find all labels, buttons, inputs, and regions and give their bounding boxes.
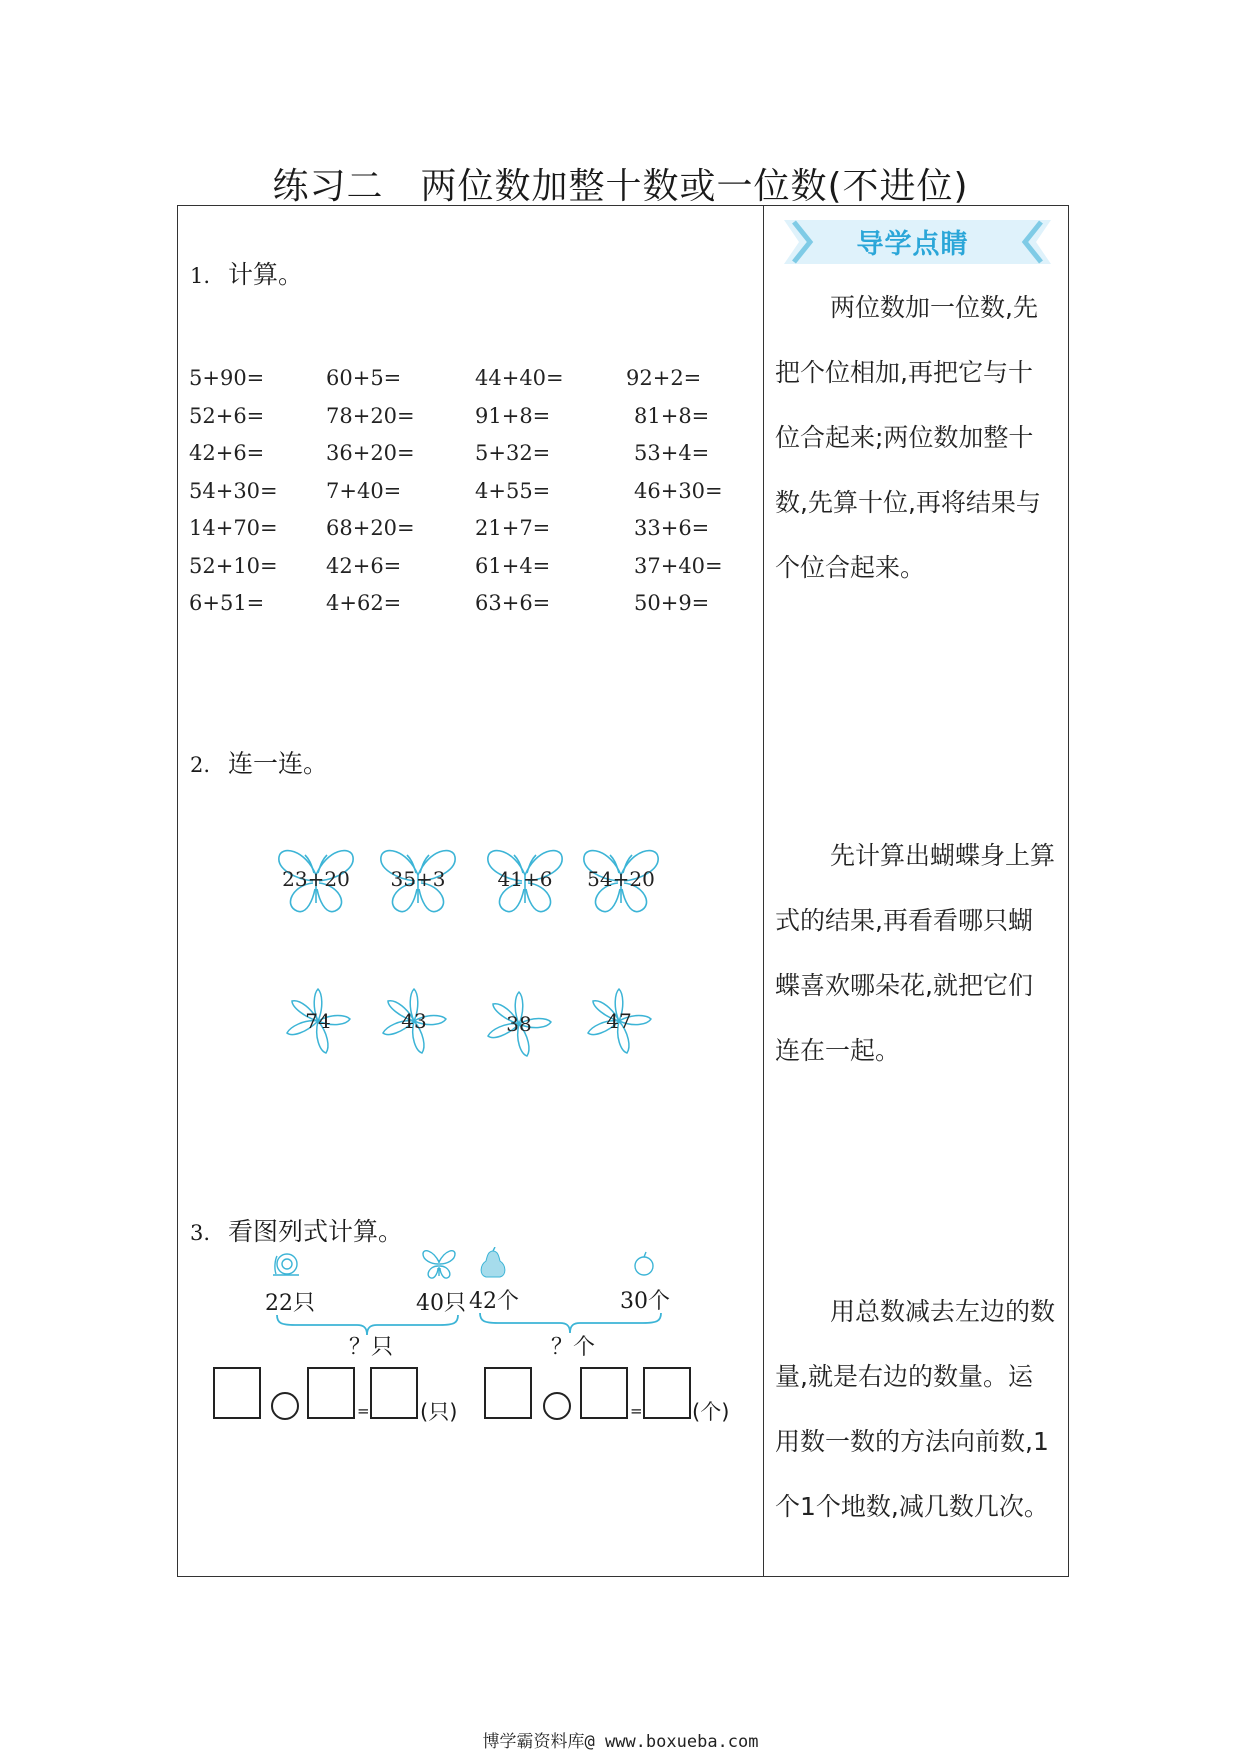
answer-box[interactable]	[580, 1367, 628, 1419]
tip-word-problem	[775, 1279, 1055, 1539]
flower-card	[284, 987, 352, 1055]
butterfly-card	[275, 845, 357, 915]
section2-number: 2.	[190, 753, 211, 777]
question-left: ？只	[349, 1335, 394, 1360]
calc-item: 37+40=	[634, 553, 723, 578]
equals-sign: =	[630, 1402, 643, 1420]
calc-item: 21+7=	[475, 516, 551, 540]
count-label-c: 42个	[469, 1289, 519, 1314]
operator-circle[interactable]	[271, 1392, 299, 1420]
unit-label: (只)	[420, 1400, 458, 1424]
calc-item: 44+40=	[475, 366, 564, 390]
calc-item: 68+20=	[326, 516, 415, 540]
calc-item: 7+40=	[326, 478, 402, 503]
calc-item: 78+20=	[326, 403, 415, 428]
answer-box[interactable]	[484, 1367, 532, 1419]
count-label-d: 30个	[620, 1289, 670, 1314]
tip-text: 两位数加一位数,先把个位相加,再把它与十位合起来;两位数加整十数,先算十位,再将结果与个位合起来。	[775, 293, 1041, 582]
count-label-a: 22只	[265, 1291, 315, 1316]
tip-matching	[775, 823, 1055, 1083]
calc-item: 92+2=	[626, 366, 702, 390]
section3-number: 3.	[190, 1221, 211, 1245]
calc-item: 52+10=	[189, 553, 278, 578]
calc-item: 53+4=	[634, 441, 710, 465]
flower-label: 38	[506, 1012, 532, 1036]
calc-item: 6+51=	[189, 591, 265, 615]
count-label-b: 40只	[416, 1291, 466, 1316]
section2-title: 连一连。	[228, 749, 329, 778]
pear-icon	[476, 1247, 510, 1279]
calc-item: 4+62=	[326, 591, 402, 615]
calc-item: 42+6=	[326, 553, 402, 578]
flower-label: 74	[305, 1009, 331, 1033]
answer-box[interactable]	[213, 1367, 261, 1419]
butterfly-label: 41+6	[497, 867, 553, 891]
calc-item: 33+6=	[634, 516, 710, 540]
page-title: 练习二 两位数加整十数或一位数(不进位)	[272, 166, 969, 207]
butterfly-card	[377, 845, 459, 915]
tip-text: 先计算出蝴蝶身上算式的结果,再看看哪只蝴蝶喜欢哪朵花,就把它们连在一起。	[775, 841, 1056, 1065]
calc-item: 63+6=	[475, 591, 551, 615]
butterfly-label: 23+20	[282, 867, 350, 891]
answer-box[interactable]	[307, 1367, 355, 1419]
butterfly-card	[580, 845, 662, 915]
equals-sign: =	[357, 1402, 370, 1420]
tip-calculation	[775, 275, 1055, 600]
section2-heading	[190, 744, 328, 780]
butterfly-label: 54+20	[587, 867, 655, 891]
section3-heading	[190, 1212, 403, 1248]
calc-item: 60+5=	[326, 366, 402, 390]
calc-item: 4+55=	[475, 478, 551, 503]
flower-label: 47	[606, 1009, 632, 1033]
section3-title: 看图列式计算。	[228, 1217, 404, 1246]
answer-box[interactable]	[643, 1367, 691, 1419]
calc-item: 36+20=	[326, 441, 415, 465]
flower-card	[380, 987, 448, 1055]
calc-item: 42+6=	[189, 441, 265, 465]
apple-icon	[632, 1251, 656, 1277]
section1-title: 计算。	[228, 260, 304, 289]
butterfly-icon	[421, 1248, 457, 1280]
section1-number: 1.	[190, 264, 211, 288]
calc-item: 52+6=	[189, 403, 265, 428]
calc-item: 54+30=	[189, 478, 278, 503]
calc-item: 91+8=	[475, 403, 551, 428]
flower-card	[585, 987, 653, 1055]
answer-box[interactable]	[370, 1367, 418, 1419]
section1-heading	[190, 255, 303, 291]
footer-watermark: 博学霸资料库@ www.boxueba.com	[482, 1732, 759, 1752]
tip-text: 用总数减去左边的数量,就是右边的数量。运用数一数的方法向前数,1个1个地数,减几数几次。	[775, 1297, 1056, 1521]
calc-item: 81+8=	[634, 403, 710, 428]
calc-item: 5+32=	[475, 441, 551, 465]
butterfly-label: 35+3	[390, 867, 446, 891]
question-right: ？个	[551, 1335, 596, 1360]
calc-item: 5+90=	[189, 366, 265, 390]
calc-item: 14+70=	[189, 516, 278, 540]
snail-icon	[271, 1250, 301, 1278]
column-divider	[763, 205, 764, 1577]
calc-item: 61+4=	[475, 553, 551, 578]
flower-label: 43	[401, 1009, 427, 1033]
tip-banner-title: 导学点睛	[856, 229, 969, 260]
calc-item: 46+30=	[634, 478, 723, 503]
operator-circle[interactable]	[543, 1392, 571, 1420]
calc-item: 50+9=	[634, 591, 710, 615]
unit-label: (个)	[692, 1400, 730, 1424]
flower-card	[485, 990, 553, 1058]
butterfly-card	[484, 845, 566, 915]
